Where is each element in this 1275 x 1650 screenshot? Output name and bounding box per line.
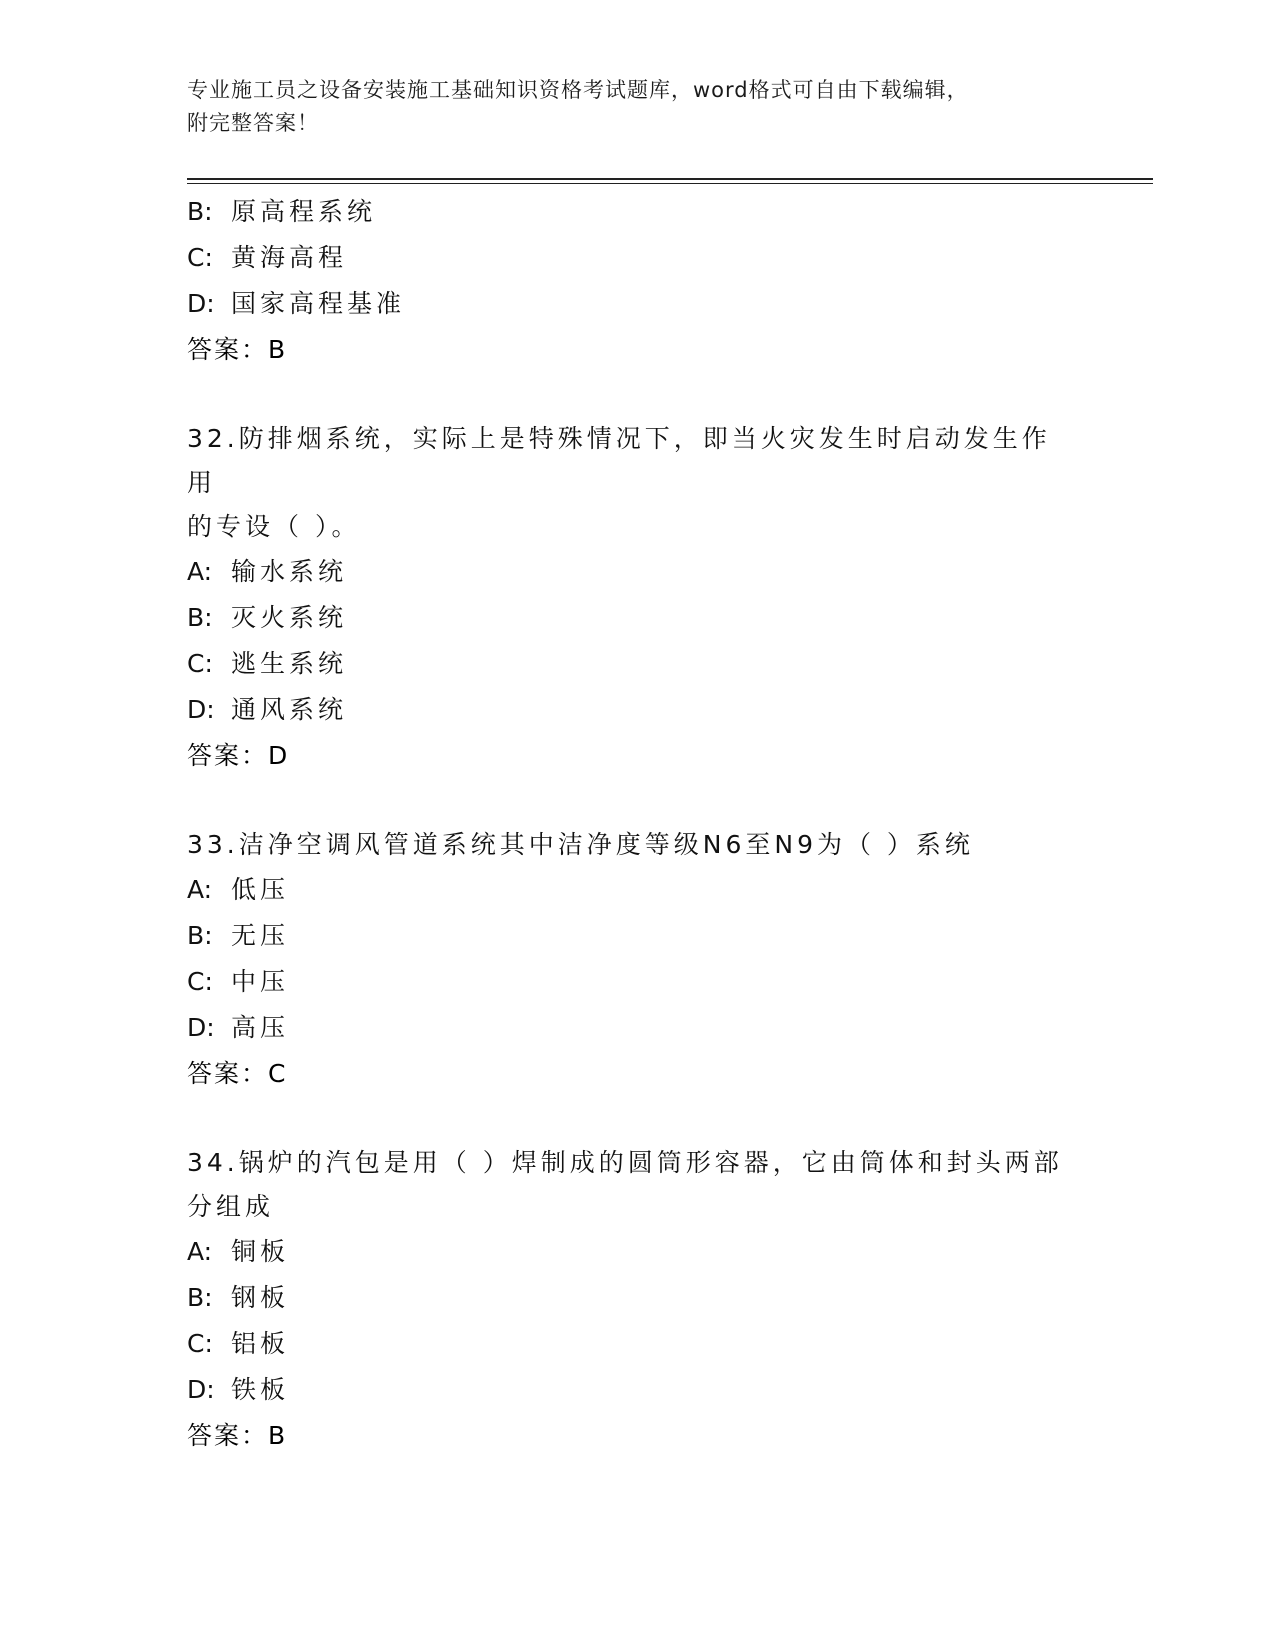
option-a	[187, 867, 1087, 913]
option-letter: C:	[187, 967, 213, 996]
question-list	[187, 189, 1087, 1459]
option-text: 输水系统	[231, 557, 348, 586]
option-text: 中压	[231, 967, 290, 996]
option-letter: D:	[187, 1013, 215, 1042]
option-letter: A:	[187, 875, 213, 904]
header-divider-thin	[187, 183, 1153, 184]
option-text: 灭火系统	[231, 603, 348, 632]
question-34	[187, 1141, 1087, 1459]
header-line-2: 附完整答案！	[187, 111, 319, 135]
spacer	[187, 779, 1087, 823]
spacer	[187, 1097, 1087, 1141]
option-letter: D:	[187, 1375, 215, 1404]
option-b	[187, 1275, 1087, 1321]
option-b	[187, 595, 1087, 641]
option-c	[187, 235, 1087, 281]
option-d	[187, 281, 1087, 327]
option-a	[187, 549, 1087, 595]
option-a	[187, 1229, 1087, 1275]
option-text: 逃生系统	[231, 649, 348, 678]
option-text: 原高程系统	[231, 197, 377, 226]
spacer	[187, 373, 1087, 417]
option-letter: A:	[187, 557, 213, 586]
option-text: 无压	[231, 921, 290, 950]
option-text: 铜板	[231, 1237, 290, 1266]
answer-line: 答案：C	[187, 1059, 288, 1088]
option-c	[187, 1321, 1087, 1367]
option-c	[187, 959, 1087, 1005]
question-stem-line-1: 33.洁净空调风管道系统其中洁净度等级N6至N9为（ ）系统	[187, 830, 974, 859]
option-text: 钢板	[231, 1283, 290, 1312]
question-33	[187, 823, 1087, 1097]
option-letter: D:	[187, 289, 215, 318]
option-letter: B:	[187, 603, 213, 632]
option-letter: C:	[187, 1329, 213, 1358]
answer-line: 答案：D	[187, 741, 290, 770]
answer-line: 答案：B	[187, 335, 288, 364]
option-letter: B:	[187, 1283, 213, 1312]
question-stem-line-1: 32.防排烟系统，实际上是特殊情况下，即当火灾发生时启动发生作用	[187, 424, 1051, 497]
answer-line: 答案：B	[187, 1421, 288, 1450]
option-text: 高压	[231, 1013, 290, 1042]
option-letter: B:	[187, 197, 213, 226]
option-text: 铁板	[231, 1375, 290, 1404]
option-d	[187, 687, 1087, 733]
option-d	[187, 1367, 1087, 1413]
question-32	[187, 417, 1087, 779]
option-letter: D:	[187, 695, 215, 724]
option-letter: A:	[187, 1237, 213, 1266]
question-stem-line-2: 分组成	[187, 1192, 275, 1221]
option-letter: C:	[187, 649, 213, 678]
question-stem-line-2: 的专设（ ）。	[187, 512, 361, 541]
header-line-1: 专业施工员之设备安装施工基础知识资格考试题库，word格式可自由下载编辑，	[187, 78, 969, 102]
option-c	[187, 641, 1087, 687]
document-header	[187, 74, 1067, 140]
option-letter: B:	[187, 921, 213, 950]
option-b	[187, 189, 1087, 235]
option-text: 通风系统	[231, 695, 348, 724]
option-text: 低压	[231, 875, 290, 904]
option-text: 黄海高程	[231, 243, 348, 272]
option-b	[187, 913, 1087, 959]
question-31	[187, 189, 1087, 373]
option-d	[187, 1005, 1087, 1051]
header-divider-thick	[187, 178, 1153, 180]
option-text: 铝板	[231, 1329, 290, 1358]
option-text: 国家高程基准	[231, 289, 406, 318]
option-letter: C:	[187, 243, 213, 272]
question-stem-line-1: 34.锅炉的汽包是用（ ）焊制成的圆筒形容器，它由筒体和封头两部	[187, 1148, 1063, 1177]
